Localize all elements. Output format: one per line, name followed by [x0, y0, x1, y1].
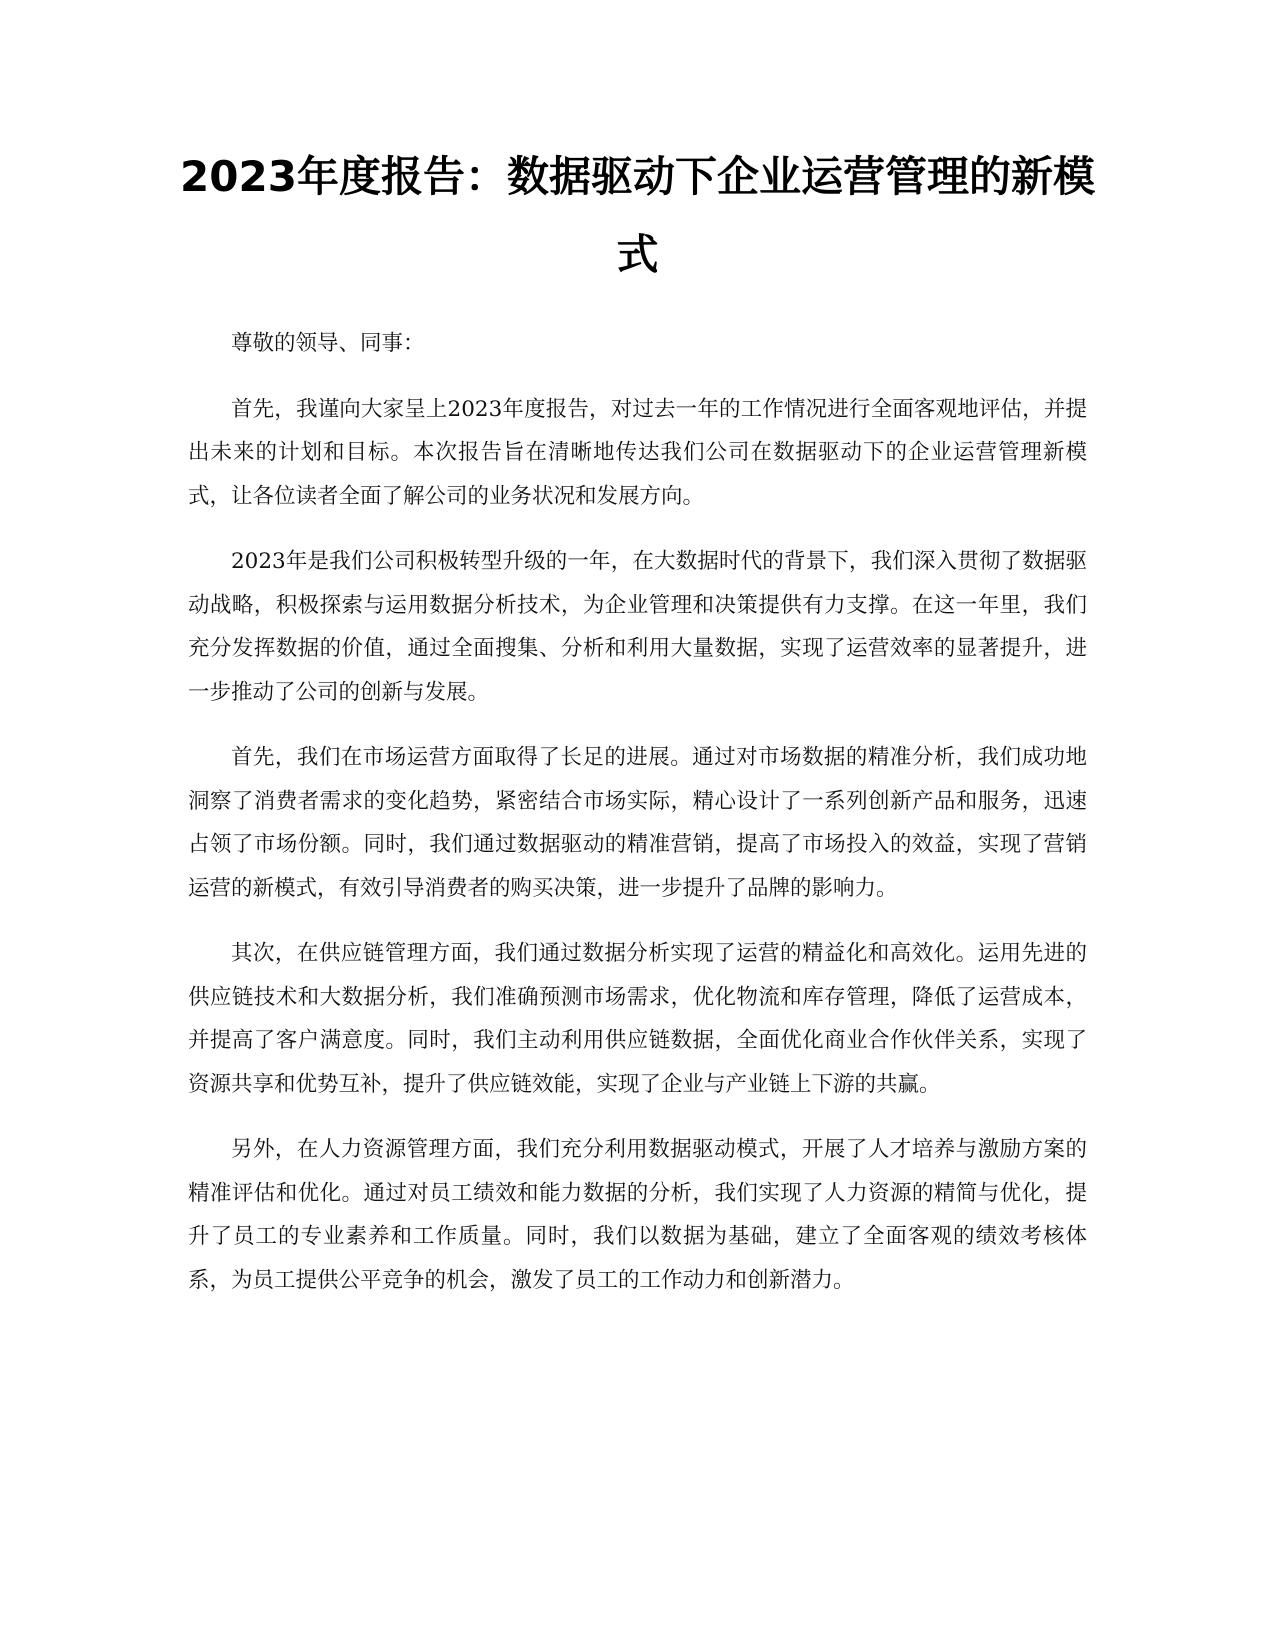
- salutation: 尊敬的领导、同事：: [231, 331, 425, 356]
- paragraph: 2023年是我们公司积极转型升级的一年，在大数据时代的背景下，我们深入贯彻了数据驱动战略，积极探索与运用数据分析技术，为企业管理和决策提供有力支撑。在这一年里，我们充分发挥数据的价值，通过全面搜集、分析和利用大量数据，实现了运营效率的显著提升，进一步推动了公司的创新与发展。: [188, 549, 1087, 705]
- document-body: [188, 322, 1087, 1324]
- paragraph: 另外，在人力资源管理方面，我们充分利用数据驱动模式，开展了人才培养与激励方案的精准评估和优化。通过对员工绩效和能力数据的分析，我们实现了人力资源的精简与优化，提升了员工的专业素养和工作质量。同时，我们以数据为基础，建立了全面客观的绩效考核体系，为员工提供公平竞争的机会，激发了员工的工作动力和创新潜力。: [188, 1137, 1087, 1293]
- paragraph: 首先，我们在市场运营方面取得了长足的进展。通过对市场数据的精准分析，我们成功地洞察了消费者需求的变化趋势，紧密结合市场实际，精心设计了一系列创新产品和服务，迅速占领了市场份额。同时，我们通过数据驱动的精准营销，提高了市场投入的效益，实现了营销运营的新模式，有效引导消费者的购买决策，进一步提升了品牌的影响力。: [188, 745, 1087, 901]
- paragraph: 首先，我谨向大家呈上2023年度报告，对过去一年的工作情况进行全面客观地评估，并提出未来的计划和目标。本次报告旨在清晰地传达我们公司在数据驱动下的企业运营管理新模式，让各位读者全面了解公司的业务状况和发展方向。: [188, 396, 1087, 509]
- document-title: 2023年度报告：数据驱动下企业运营管理的新模式: [180, 152, 1095, 279]
- paragraph: 其次，在供应链管理方面，我们通过数据分析实现了运营的精益化和高效化。运用先进的供应链技术和大数据分析，我们准确预测市场需求，优化物流和库存管理，降低了运营成本，并提高了客户满意度。同时，我们主动利用供应链数据，全面优化商业合作伙伴关系，实现了资源共享和优势互补，提升了供应链效能，实现了企业与产业链上下游的共赢。: [188, 941, 1087, 1097]
